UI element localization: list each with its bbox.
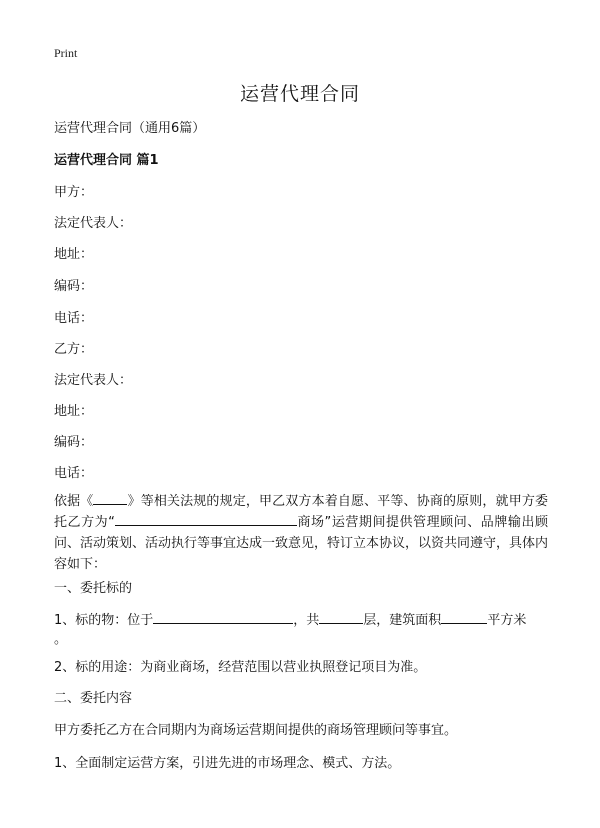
party-b-postcode-label: 编码：	[54, 435, 94, 450]
party-a-postcode-label: 编码：	[54, 279, 94, 294]
party-a-label: 甲方：	[54, 185, 94, 200]
party-a-address-label: 地址：	[54, 247, 94, 262]
intro-paragraph	[54, 491, 548, 575]
party-a-phone-label: 电话：	[54, 311, 94, 326]
section-heading: 运营代理合同 篇1	[54, 153, 159, 168]
item2-line: 2、标的用途：为商业商场，经营范围以营业执照登记项目为准。	[54, 660, 427, 675]
intro-text-part1: 依据《	[54, 494, 94, 509]
document-title: 运营代理合同	[239, 83, 360, 105]
party-b-address-label: 地址：	[54, 404, 94, 419]
section1-heading: 一、委托标的	[54, 581, 133, 596]
section2-paragraph: 甲方委托乙方在合同期内为商场运营期间提供的商场管理顾问等事宜。	[54, 723, 458, 738]
print-label[interactable]: Print	[54, 46, 78, 60]
section2-heading: 二、委托内容	[54, 691, 133, 706]
item1-text-part4: 平方米	[487, 613, 527, 628]
item1-text-part1: 1、标的物：位于	[54, 613, 154, 628]
item1-line-end: 。	[54, 632, 68, 647]
item1-line	[54, 610, 526, 631]
floors-blank	[319, 610, 363, 624]
party-b-legal-rep-label: 法定代表人：	[54, 373, 133, 388]
item1-text-part3: 层，建筑面积	[363, 613, 442, 628]
party-b-phone-label: 电话：	[54, 466, 94, 481]
party-a-legal-rep-label: 法定代表人：	[54, 216, 133, 231]
document-subtitle: 运营代理合同（通用6篇）	[54, 121, 206, 136]
party-b-label: 乙方：	[54, 342, 94, 357]
mall-name-blank	[115, 512, 297, 526]
intro-text-part3: 商场”运营期间提供管理顾问、品牌输出顾问、活动策划、活动执行等事宜达成一致意见，特订立本协议，以资共同遵守，具体内容如下：	[54, 515, 549, 572]
location-blank	[153, 610, 293, 624]
law-name-blank	[93, 491, 127, 505]
area-blank	[441, 610, 487, 624]
item1-text-part2: ，共	[293, 613, 320, 628]
intro-text-part2: 》等相关法规的规定，甲乙双方本着自愿、平等、协商的原则，就甲方委托乙方为“	[54, 494, 548, 530]
section2-item1: 1、全面制定运营方案，引进先进的市场理念、模式、方法。	[54, 756, 401, 771]
